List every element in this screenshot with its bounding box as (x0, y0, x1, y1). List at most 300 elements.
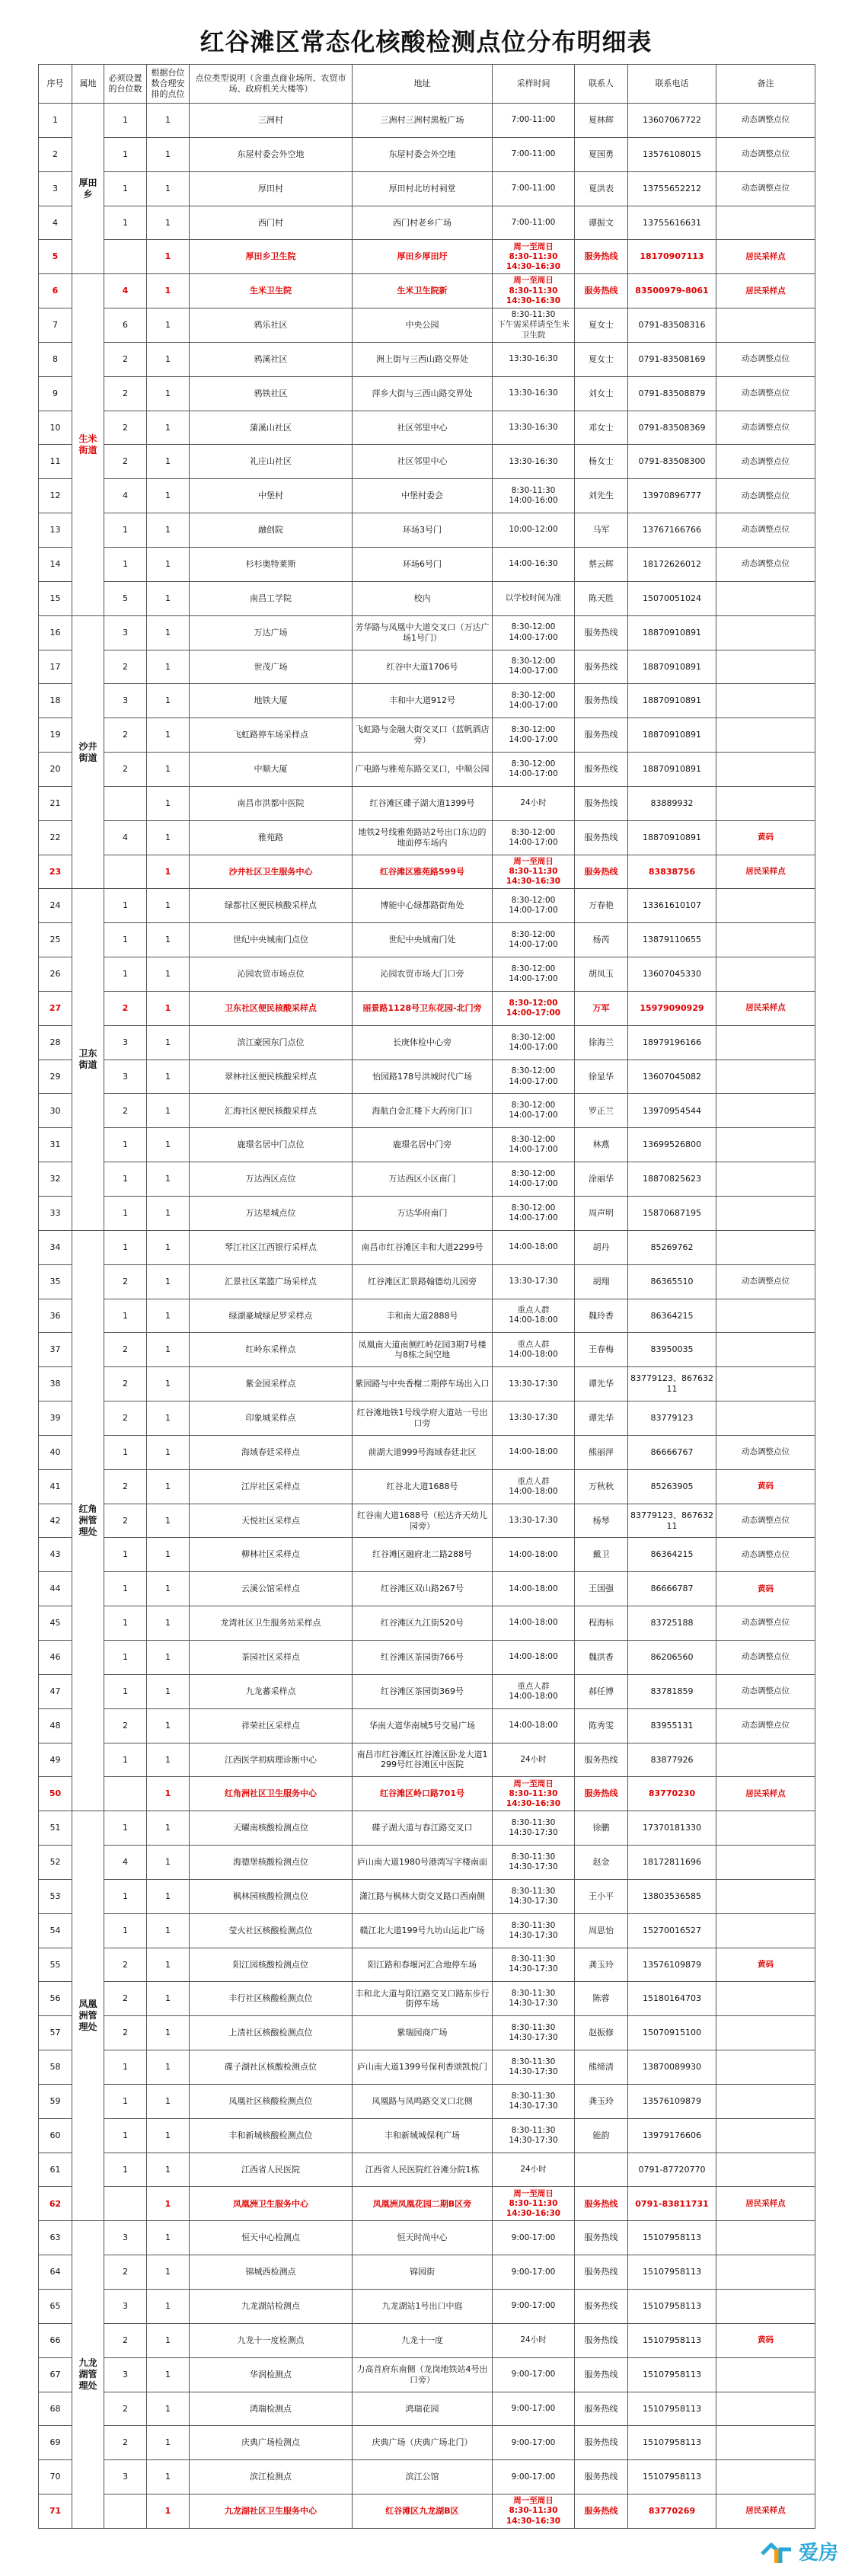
cell-phone: 13699526800 (628, 1128, 716, 1162)
cell-desks: 1 (104, 1674, 147, 1708)
cell-no: 29 (39, 1059, 72, 1094)
cell-type: 万达西区点位 (190, 1162, 353, 1197)
cell-contact: 杨芮 (575, 923, 628, 957)
cell-points: 1 (147, 1572, 190, 1606)
cell-desks: 4 (104, 274, 147, 308)
cell-no: 25 (39, 923, 72, 957)
cell-type: 绿都社区便民核酸采样点 (190, 889, 353, 923)
cell-phone: 0791-83508316 (628, 308, 716, 343)
cell-points: 1 (147, 2221, 190, 2255)
table-row (39, 1059, 815, 1094)
cell-phone: 0791-83508369 (628, 411, 716, 445)
cell-note (716, 581, 815, 615)
cell-contact: 龚玉玲 (575, 2084, 628, 2118)
cell-time: 8:30-12:00 14:00-17:00 (493, 1025, 575, 1059)
cell-desks: 2 (104, 376, 147, 411)
cell-address: 紫园路与中央香榭二期停车场出入口 (353, 1367, 493, 1401)
table-row (39, 1777, 815, 1811)
cell-phone: 15107958113 (628, 2323, 716, 2357)
cell-type: 鸦溪社区 (190, 342, 353, 376)
cell-points: 1 (147, 206, 190, 240)
cell-phone: 0791-83508169 (628, 342, 716, 376)
cell-desks: 1 (104, 104, 147, 138)
cell-contact: 胡翔 (575, 1264, 628, 1299)
cell-no: 24 (39, 889, 72, 923)
cell-points: 1 (147, 1094, 190, 1128)
cell-note (716, 2118, 815, 2153)
cell-address: 地铁2号线雅苑路站2号出口东边的地面停车场内 (353, 820, 493, 855)
cell-note (716, 615, 815, 650)
cell-address: 丰和新城城保利广场 (353, 2118, 493, 2153)
cell-points: 1 (147, 2153, 190, 2187)
cell-desks (104, 855, 147, 889)
cell-type: 融创院 (190, 513, 353, 548)
cell-area: 凤凰洲管理处 (72, 1811, 104, 2221)
cell-type: 南昌市洪都中医院 (190, 786, 353, 820)
cell-address: 庐山南大道1980号港湾写字楼南面 (353, 1846, 493, 1880)
cell-note: 居民采样点 (716, 240, 815, 274)
cell-address: 长庚体检中心旁 (353, 1025, 493, 1059)
cell-time: 8:30-12:00 14:00-17:00 (493, 684, 575, 718)
cell-contact: 蔡云辉 (575, 547, 628, 581)
table-row (39, 2221, 815, 2255)
cell-note: 动态调整点位 (716, 1708, 815, 1743)
cell-contact: 服务热线 (575, 650, 628, 684)
cell-desks: 3 (104, 1059, 147, 1094)
cell-note (716, 2290, 815, 2324)
cell-phone: 83779123、86763211 (628, 1367, 716, 1401)
cell-time: 13:30-16:30 (493, 376, 575, 411)
table-row (39, 445, 815, 479)
cell-note (716, 206, 815, 240)
cell-points: 1 (147, 615, 190, 650)
cell-address: 九龙湖站1号出口中庭 (353, 2290, 493, 2324)
cell-desks: 2 (104, 991, 147, 1025)
cell-desks: 3 (104, 2357, 147, 2392)
cell-points: 1 (147, 104, 190, 138)
cell-desks: 2 (104, 718, 147, 753)
cell-desks: 1 (104, 547, 147, 581)
cell-note (716, 753, 815, 787)
cell-no: 46 (39, 1640, 72, 1674)
cell-note (716, 2016, 815, 2050)
cell-address: 红谷滩区雅苑路599号 (353, 855, 493, 889)
cell-area: 九龙湖管理处 (72, 2221, 104, 2529)
table-row (39, 2357, 815, 2392)
cell-desks (104, 786, 147, 820)
cell-phone: 15107958113 (628, 2460, 716, 2495)
cell-desks: 2 (104, 1948, 147, 1982)
cell-desks: 1 (104, 1299, 147, 1333)
cell-contact: 王国强 (575, 1572, 628, 1606)
cell-address: 红谷滩区茶园街369号 (353, 1674, 493, 1708)
cell-type: 华润检测点 (190, 2357, 353, 2392)
cell-no: 28 (39, 1025, 72, 1059)
cell-time: 9:00-17:00 (493, 2221, 575, 2255)
cell-phone: 18870910891 (628, 615, 716, 650)
cell-phone: 18870910891 (628, 684, 716, 718)
cell-address: 滨江公馆 (353, 2460, 493, 2495)
table-row (39, 274, 815, 308)
cell-points: 1 (147, 1982, 190, 2016)
cell-points: 1 (147, 718, 190, 753)
cell-no: 60 (39, 2118, 72, 2153)
table-row (39, 2016, 815, 2050)
cell-desks: 2 (104, 1708, 147, 1743)
cell-phone: 0791-87720770 (628, 2153, 716, 2187)
cell-address: 厚田村北坊村祠堂 (353, 171, 493, 206)
cell-desks: 1 (104, 1743, 147, 1777)
cell-address: 丽景路1128号卫东花园-北门旁 (353, 991, 493, 1025)
cell-no: 48 (39, 1708, 72, 1743)
cell-no: 21 (39, 786, 72, 820)
cell-note: 黄码 (716, 820, 815, 855)
cell-type: 鸦铁社区 (190, 376, 353, 411)
cell-desks (104, 2187, 147, 2221)
cell-points: 1 (147, 1913, 190, 1948)
cell-points: 1 (147, 1299, 190, 1333)
cell-contact: 服务热线 (575, 2323, 628, 2357)
cell-no: 22 (39, 820, 72, 855)
cell-type: 锦城西检测点 (190, 2255, 353, 2290)
cell-phone: 18870825623 (628, 1162, 716, 1197)
table-row (39, 650, 815, 684)
cell-points: 1 (147, 2426, 190, 2460)
cell-contact: 万军 (575, 991, 628, 1025)
cell-type: 杉杉奥特莱斯 (190, 547, 353, 581)
cell-time: 周一至周日 8:30-11:30 14:30-16:30 (493, 2187, 575, 2221)
cell-desks: 2 (104, 1982, 147, 2016)
table-row (39, 2153, 815, 2187)
table-row (39, 206, 815, 240)
cell-contact: 王春梅 (575, 1333, 628, 1367)
table-row (39, 1025, 815, 1059)
cell-time: 14:00-18:00 (493, 1538, 575, 1572)
cell-type: 祥荣社区采样点 (190, 1708, 353, 1743)
cell-no: 66 (39, 2323, 72, 2357)
cell-desks: 5 (104, 581, 147, 615)
table-row (39, 1879, 815, 1913)
cell-contact: 郝任博 (575, 1674, 628, 1708)
cell-contact: 服务热线 (575, 2221, 628, 2255)
cell-time: 24小时 (493, 786, 575, 820)
cell-points: 1 (147, 1777, 190, 1811)
cell-note: 动态调整点位 (716, 137, 815, 171)
cell-time: 8:30-12:00 14:00-17:00 (493, 650, 575, 684)
cell-contact: 陈蓉 (575, 1982, 628, 2016)
cell-phone: 15107958113 (628, 2290, 716, 2324)
cell-address: 阳江路和春堰河汇合地停车场 (353, 1948, 493, 1982)
cell-contact: 谭先华 (575, 1401, 628, 1436)
cell-no: 16 (39, 615, 72, 650)
cell-contact: 服务热线 (575, 2460, 628, 2495)
cell-desks: 1 (104, 957, 147, 992)
cell-type: 江岸社区采样点 (190, 1469, 353, 1504)
table-row (39, 2460, 815, 2495)
cell-time: 13:30-16:30 (493, 342, 575, 376)
cell-desks: 2 (104, 1367, 147, 1401)
cell-contact: 服务热线 (575, 1743, 628, 1777)
cell-phone: 83779123、86763211 (628, 1504, 716, 1538)
cell-time: 8:30-11:30 14:30-17:30 (493, 2118, 575, 2153)
cell-no: 33 (39, 1197, 72, 1231)
cell-no: 69 (39, 2426, 72, 2460)
cell-type: 汇海社区便民核酸采样点 (190, 1094, 353, 1128)
table-header-row (39, 65, 815, 104)
cell-points: 1 (147, 342, 190, 376)
cell-no: 71 (39, 2495, 72, 2529)
cell-points: 1 (147, 2050, 190, 2085)
cell-time: 8:30-12:00 14:00-17:00 (493, 820, 575, 855)
cell-no: 44 (39, 1572, 72, 1606)
cell-note: 动态调整点位 (716, 342, 815, 376)
cell-time: 周一至周日 8:30-11:30 14:30-16:30 (493, 240, 575, 274)
cell-phone: 18172811696 (628, 1846, 716, 1880)
header-points: 根据台位数合理安排的点位 (147, 65, 190, 104)
header-desks: 必须设置的台位数 (104, 65, 147, 104)
cell-points: 1 (147, 1538, 190, 1572)
cell-points: 1 (147, 2118, 190, 2153)
cell-type: 海域春廷采样点 (190, 1435, 353, 1469)
cell-phone: 83838756 (628, 855, 716, 889)
table-row (39, 615, 815, 650)
cell-type: 丰和新城核酸检测点位 (190, 2118, 353, 2153)
cell-points: 1 (147, 1367, 190, 1401)
testing-sites-table (38, 64, 815, 2529)
table-row (39, 2084, 815, 2118)
cell-type: 碟子湖社区核酸检测点位 (190, 2050, 353, 2085)
cell-phone: 83889932 (628, 786, 716, 820)
cell-address: 飞虹路与金融大街交叉口（蓝帆酒店旁） (353, 718, 493, 753)
cell-address: 中堡村委会 (353, 479, 493, 513)
cell-address: 丰和南大道2888号 (353, 1299, 493, 1333)
cell-type: 红岭东采样点 (190, 1333, 353, 1367)
cell-note (716, 2426, 815, 2460)
cell-address: 怡园路178号洪城时代广场 (353, 1059, 493, 1094)
cell-type: 庆典广场检测点 (190, 2426, 353, 2460)
cell-note: 居民采样点 (716, 991, 815, 1025)
cell-no: 14 (39, 547, 72, 581)
cell-contact: 魏玲香 (575, 1299, 628, 1333)
cell-type: 上清社区核酸检测点位 (190, 2016, 353, 2050)
cell-time: 以学校时间为准 (493, 581, 575, 615)
cell-no: 1 (39, 104, 72, 138)
cell-contact: 林燕 (575, 1128, 628, 1162)
cell-address: 环场6号门 (353, 547, 493, 581)
cell-desks: 2 (104, 2016, 147, 2050)
cell-points: 1 (147, 2187, 190, 2221)
table-row (39, 1743, 815, 1777)
cell-address: 紫瑞园商广场 (353, 2016, 493, 2050)
cell-desks: 1 (104, 2050, 147, 2085)
cell-type: 滨江豪园东门点位 (190, 1025, 353, 1059)
cell-desks: 2 (104, 1401, 147, 1436)
cell-time: 7:00-11:00 (493, 171, 575, 206)
cell-note (716, 923, 815, 957)
cell-desks: 1 (104, 137, 147, 171)
cell-contact: 龚玉玲 (575, 1948, 628, 1982)
cell-type: 汇景社区菜篮广场采样点 (190, 1264, 353, 1299)
cell-address: 厚田乡厚田圩 (353, 240, 493, 274)
cell-contact: 熊丽萍 (575, 1435, 628, 1469)
cell-time: 周一至周日 8:30-11:30 14:30-16:30 (493, 855, 575, 889)
cell-type: 沙井社区卫生服务中心 (190, 855, 353, 889)
cell-address: 红谷滩区碟子湖大道1399号 (353, 786, 493, 820)
table-row (39, 957, 815, 992)
cell-contact: 杨琴 (575, 1504, 628, 1538)
cell-note: 动态调整点位 (716, 376, 815, 411)
cell-type: 海德堡核酸检测点位 (190, 1846, 353, 1880)
cell-no: 59 (39, 2084, 72, 2118)
cell-no: 15 (39, 581, 72, 615)
cell-note: 动态调整点位 (716, 411, 815, 445)
cell-contact: 夏女士 (575, 308, 628, 343)
cell-desks: 1 (104, 1913, 147, 1948)
cell-type: 江西医学初病理诊断中心 (190, 1743, 353, 1777)
table-row (39, 308, 815, 343)
cell-address: 沁园农贸市场大门口旁 (353, 957, 493, 992)
cell-note (716, 1094, 815, 1128)
cell-no: 38 (39, 1367, 72, 1401)
cell-note (716, 2255, 815, 2290)
table-row (39, 1264, 815, 1299)
cell-phone: 15070051024 (628, 581, 716, 615)
cell-contact: 服务热线 (575, 2187, 628, 2221)
cell-time: 24小时 (493, 2153, 575, 2187)
cell-points: 1 (147, 411, 190, 445)
cell-time: 8:30-11:30 14:00-16:00 (493, 479, 575, 513)
cell-address: 万达华府南门 (353, 1197, 493, 1231)
cell-phone: 13803536585 (628, 1879, 716, 1913)
cell-type: 天悦社区采样点 (190, 1504, 353, 1538)
cell-points: 1 (147, 1197, 190, 1231)
cell-contact: 夏国勇 (575, 137, 628, 171)
cell-type: 九龙湖站检测点 (190, 2290, 353, 2324)
cell-desks: 1 (104, 923, 147, 957)
cell-phone: 18979196166 (628, 1025, 716, 1059)
cell-phone: 15107958113 (628, 2426, 716, 2460)
cell-time: 8:30-12:00 14:00-17:00 (493, 1197, 575, 1231)
cell-desks: 1 (104, 1538, 147, 1572)
cell-contact: 陈天胜 (575, 581, 628, 615)
cell-note (716, 1743, 815, 1777)
cell-type: 九龙蕃采样点 (190, 1674, 353, 1708)
table-row (39, 1197, 815, 1231)
cell-time: 8:30-12:00 14:00-17:00 (493, 753, 575, 787)
cell-phone: 86666767 (628, 1435, 716, 1469)
cell-phone: 83877926 (628, 1743, 716, 1777)
cell-time: 8:30-12:00 14:00-17:00 (493, 889, 575, 923)
cell-phone: 18170907113 (628, 240, 716, 274)
cell-type: 雅苑路 (190, 820, 353, 855)
cell-no: 67 (39, 2357, 72, 2392)
cell-points: 1 (147, 753, 190, 787)
cell-points: 1 (147, 1811, 190, 1846)
table-body (39, 104, 815, 2529)
cell-address: 凤凰南大道南侧红岭花园3期7号楼与8栋之间空地 (353, 1333, 493, 1367)
cell-points: 1 (147, 137, 190, 171)
cell-points: 1 (147, 1640, 190, 1674)
cell-contact: 涂丽华 (575, 1162, 628, 1197)
table-row (39, 1094, 815, 1128)
cell-no: 37 (39, 1333, 72, 1367)
cell-contact: 熊缔清 (575, 2050, 628, 2085)
cell-points: 1 (147, 957, 190, 992)
cell-type: 西门村 (190, 206, 353, 240)
cell-phone: 13970954544 (628, 1094, 716, 1128)
cell-note (716, 786, 815, 820)
table-row (39, 1640, 815, 1674)
cell-address: 环场3号门 (353, 513, 493, 548)
cell-address: 洲上街与三西山路交界处 (353, 342, 493, 376)
cell-no: 18 (39, 684, 72, 718)
cell-points: 1 (147, 2290, 190, 2324)
cell-time: 14:00-16:30 (493, 547, 575, 581)
cell-address: 南昌市红谷滩区丰和大道2299号 (353, 1230, 493, 1264)
cell-points: 1 (147, 1059, 190, 1094)
cell-type: 沁园农贸市场点位 (190, 957, 353, 992)
cell-phone: 0791-83811731 (628, 2187, 716, 2221)
cell-points: 1 (147, 889, 190, 923)
cell-note: 动态调整点位 (716, 1640, 815, 1674)
table-row (39, 2495, 815, 2529)
header-address: 地址 (353, 65, 493, 104)
cell-desks: 2 (104, 2255, 147, 2290)
cell-time: 8:30-11:30 14:30-17:30 (493, 2016, 575, 2050)
cell-desks: 2 (104, 1504, 147, 1538)
cell-contact: 服务热线 (575, 2290, 628, 2324)
cell-contact: 王小平 (575, 1879, 628, 1913)
cell-time: 8:30-12:00 14:00-17:00 (493, 1128, 575, 1162)
cell-time: 24小时 (493, 2323, 575, 2357)
table-row (39, 2118, 815, 2153)
cell-points: 1 (147, 1162, 190, 1197)
cell-type: 世纪中央城南门点位 (190, 923, 353, 957)
cell-note: 居民采样点 (716, 2187, 815, 2221)
cell-desks: 3 (104, 1025, 147, 1059)
cell-time: 8:30-12:00 14:00-17:00 (493, 991, 575, 1025)
cell-no: 11 (39, 445, 72, 479)
cell-address: 万达西区小区南门 (353, 1162, 493, 1197)
table-row (39, 1333, 815, 1367)
cell-time: 8:30-11:30 14:30-17:30 (493, 1948, 575, 1982)
cell-type: 恒天中心检测点 (190, 2221, 353, 2255)
cell-phone: 13607045082 (628, 1059, 716, 1094)
cell-desks: 1 (104, 1230, 147, 1264)
table-row (39, 820, 815, 855)
cell-address: 前湖大道999号海域春廷北区 (353, 1435, 493, 1469)
cell-points: 1 (147, 1264, 190, 1299)
cell-no: 13 (39, 513, 72, 548)
cell-no: 65 (39, 2290, 72, 2324)
table-row (39, 1811, 815, 1846)
cell-no: 57 (39, 2016, 72, 2050)
cell-no: 56 (39, 1982, 72, 2016)
cell-time: 14:00-18:00 (493, 1435, 575, 1469)
cell-points: 1 (147, 2016, 190, 2050)
cell-note (716, 1162, 815, 1197)
cell-time: 8:30-12:00 14:00-17:00 (493, 1094, 575, 1128)
table-row (39, 1538, 815, 1572)
cell-no: 61 (39, 2153, 72, 2187)
cell-time: 9:00-17:00 (493, 2426, 575, 2460)
cell-contact: 谭振文 (575, 206, 628, 240)
cell-address: 鸿瑞花园 (353, 2392, 493, 2426)
cell-type: 天曜南核酸检测点位 (190, 1811, 353, 1846)
table-row (39, 342, 815, 376)
cell-contact: 服务热线 (575, 2426, 628, 2460)
cell-points: 1 (147, 445, 190, 479)
